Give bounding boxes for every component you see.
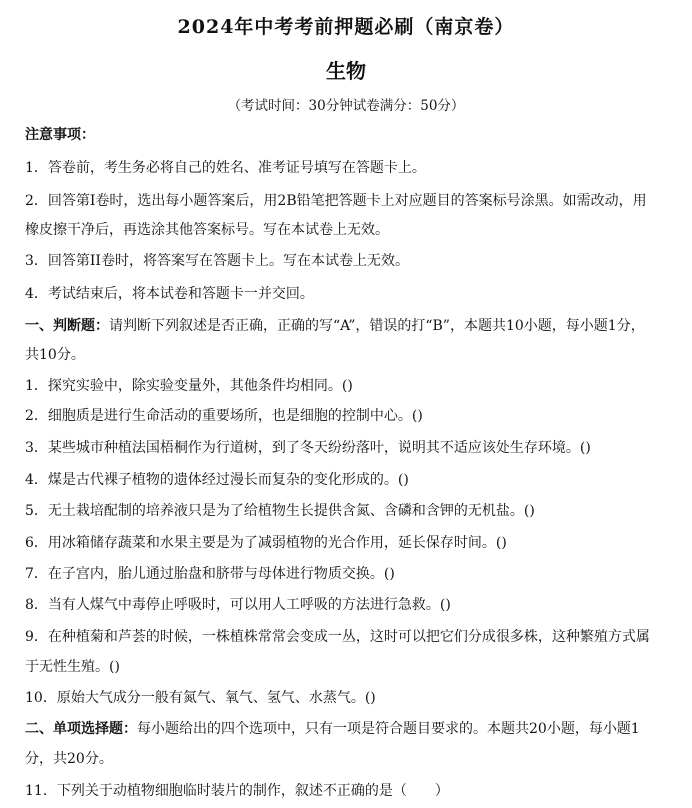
section1-text: 请判断下列叙述是否正确，正确的写“A”，错误的打“B”，本题共10小题，每小题1分， <box>109 318 645 334</box>
question-item: 7．在子宫内，胎儿通过胎盘和脐带与母体进行物质交换。() <box>25 566 395 582</box>
question-item: 于无性生殖。() <box>25 659 120 675</box>
section2-text: 每小题给出的四个选项中，只有一项是符合题目要求的。本题共20小题，每小题1 <box>137 721 640 737</box>
question-item: 1．探究实验中，除实验变量外，其他条件均相同。() <box>25 378 353 394</box>
note-item: 1．答卷前，考生务必将自己的姓名、准考证号填写在答题卡上。 <box>25 160 426 176</box>
section1-instructions <box>25 315 675 335</box>
question-item: 5．无土栽培配制的培养液只是为了给植物生长提供含氮、含磷和含钾的无机盐。() <box>25 503 535 519</box>
question-item: 3．某些城市种植法国梧桐作为行道树，到了冬天纷纷落叶，说明其不适应该处生存环境。() <box>25 440 591 456</box>
notes-heading: 注意事项： <box>25 127 95 143</box>
question-item: 6．用冰箱储存蔬菜和水果主要是为了减弱植物的光合作用，延长保存时间。() <box>25 535 507 551</box>
note-item: 3．回答第II卷时，将答案写在答题卡上。写在本试卷上无效。 <box>25 253 409 269</box>
section1-label: 一、判断题： <box>25 318 109 334</box>
exam-info: （考试时间：30分钟试卷满分：50分） <box>227 98 465 114</box>
section2-label: 二、单项选择题： <box>25 721 137 737</box>
question-item: 11．下列关于动植物细胞临时装片的制作，叙述不正确的是（ ） <box>25 783 449 799</box>
section2-instructions <box>25 718 675 738</box>
section1-text-continued: 共10分。 <box>25 347 85 363</box>
page-title: 2024年中考考前押题必刷（南京卷） <box>177 16 515 38</box>
question-item: 8．当有人煤气中毒停止呼吸时，可以用人工呼吸的方法进行急救。() <box>25 597 451 613</box>
question-item: 10．原始大气成分一般有氮气、氧气、氢气、水蒸气。() <box>25 690 376 706</box>
subject-title: 生物 <box>326 59 366 83</box>
question-item: 9．在种植菊和芦荟的时候，一株植株常常会变成一丛，这时可以把它们分成很多株，这种繁殖方式属 <box>25 629 650 645</box>
note-item: 4．考试结束后，将本试卷和答题卡一并交回。 <box>25 286 314 302</box>
note-item: 橡皮擦干净后，再选涂其他答案标号。写在本试卷上无效。 <box>25 222 389 238</box>
question-item: 2．细胞质是进行生命活动的重要场所，也是细胞的控制中心。() <box>25 408 423 424</box>
question-item: 4．煤是古代裸子植物的遗体经过漫长而复杂的变化形成的。() <box>25 472 409 488</box>
note-item: 2．回答第I卷时，选出每小题答案后，用2B铅笔把答题卡上对应题目的答案标号涂黑。如需改动，用 <box>25 193 647 209</box>
section2-text-continued: 分，共20分。 <box>25 751 113 767</box>
